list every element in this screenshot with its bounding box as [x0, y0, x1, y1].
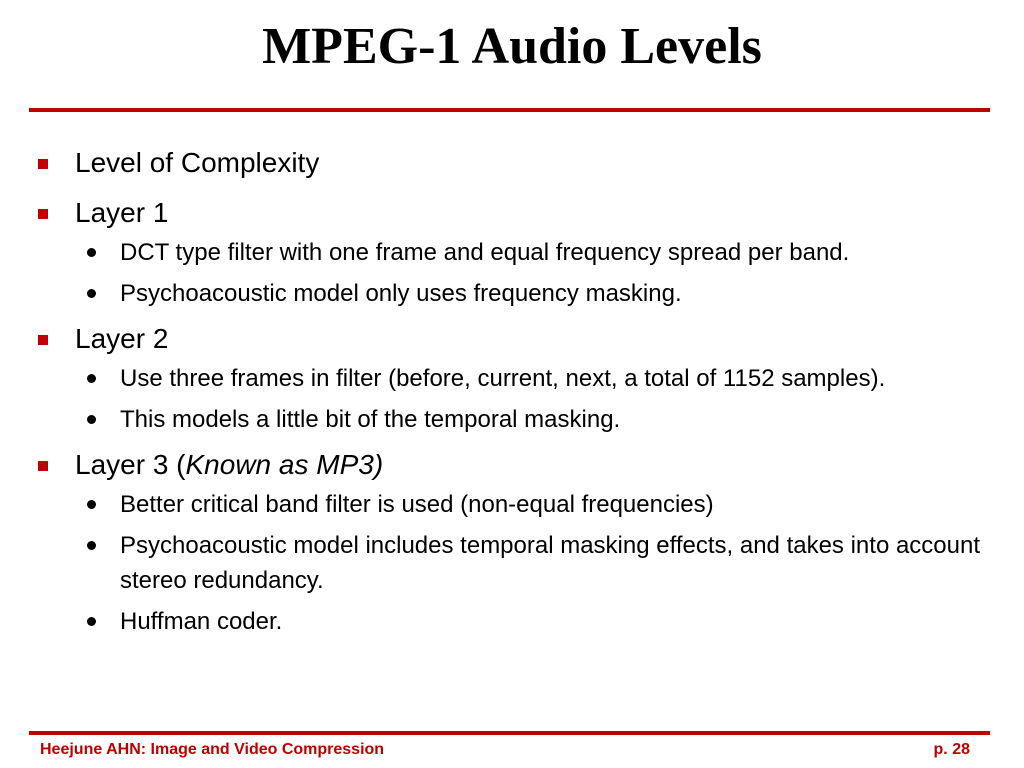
round-bullet-icon — [87, 374, 96, 383]
square-bullet-icon — [38, 461, 48, 471]
sub-bullet-item — [75, 235, 988, 270]
sub-bullet-item — [75, 361, 988, 396]
sub-bullet-list — [75, 487, 988, 639]
sub-bullet-list — [75, 235, 988, 311]
bullet-text-italic: Known as MP3) — [185, 449, 384, 480]
sub-bullet-text: DCT type filter with one frame and equal frequency spread per band. — [120, 239, 850, 266]
footer-course-title: Heejune AHN: Image and Video Compression — [40, 741, 385, 758]
sub-bullet-item — [75, 528, 988, 598]
bullet-item — [38, 195, 988, 311]
sub-bullet-text: Huffman coder. — [120, 608, 283, 635]
sub-bullet-item — [75, 276, 988, 311]
bullet-list — [38, 145, 988, 649]
square-bullet-icon — [38, 335, 48, 345]
bullet-item — [38, 447, 988, 639]
square-bullet-icon — [38, 209, 48, 219]
sub-bullet-item — [75, 487, 988, 522]
slide-title: MPEG-1 Audio Levels — [262, 18, 762, 75]
sub-bullet-text: Better critical band filter is used (non-equal frequencies) — [120, 491, 714, 518]
bullet-text: Layer 2 — [75, 323, 169, 354]
bullet-text: Layer 1 — [75, 197, 169, 228]
round-bullet-icon — [87, 289, 96, 298]
round-bullet-icon — [87, 248, 96, 257]
bullet-text: Layer 3 ( — [75, 449, 186, 480]
title-divider — [29, 108, 990, 112]
round-bullet-icon — [87, 500, 96, 509]
sub-bullet-text: This models a little bit of the temporal masking. — [120, 406, 621, 433]
sub-bullet-item — [75, 604, 988, 639]
bullet-text: Level of Complexity — [75, 147, 320, 178]
sub-bullet-text: Use three frames in filter (before, current, next, a total of 1152 samples). — [120, 365, 886, 392]
sub-bullet-list — [75, 361, 988, 437]
square-bullet-icon — [38, 159, 48, 169]
round-bullet-icon — [87, 617, 96, 626]
footer-divider — [29, 731, 990, 735]
footer-page-number: p. 28 — [933, 741, 970, 758]
bullet-item — [38, 321, 988, 437]
bullet-item — [38, 145, 988, 181]
sub-bullet-text: Psychoacoustic model only uses frequency masking. — [120, 280, 682, 307]
round-bullet-icon — [87, 541, 96, 550]
round-bullet-icon — [87, 415, 96, 424]
sub-bullet-text: Psychoacoustic model includes temporal masking effects, and takes into account stereo redundancy. — [120, 532, 981, 594]
sub-bullet-item — [75, 402, 988, 437]
